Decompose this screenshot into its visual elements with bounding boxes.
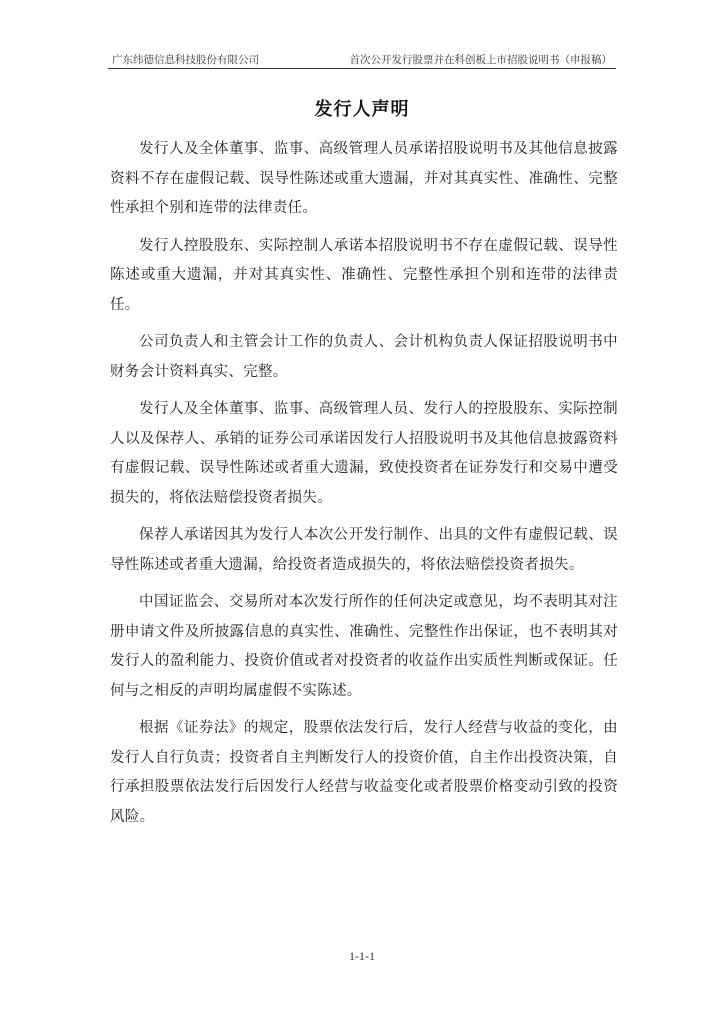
paragraph-3: 公司负责人和主管会计工作的负责人、会计机构负责人保证招股说明书中财务会计资料真实、完整。 (110, 334, 618, 380)
statement-body (110, 135, 618, 840)
header-document-title: 首次公开发行股票并在科创板上市招股说明书（申报稿） (349, 54, 612, 66)
header-company-name: 广东纬德信息科技股份有限公司 (112, 54, 259, 66)
paragraph-1: 发行人及全体董事、监事、高级管理人员承诺招股说明书及其他信息披露资料不存在虚假记载、误导性陈述或重大遗漏，并对其真实性、准确性、完整性承担个别和连带的法律责任。 (110, 141, 618, 216)
paragraph-7: 根据《证券法》的规定，股票依法发行后，发行人经营与收益的变化，由发行人自行负责；投资者自主判断发行人的投资价值，自主作出投资决策，自行承担股票依法发行后因发行人经营与收益变化或者股票价格变动引致的投资风险。 (110, 720, 618, 825)
paragraph-5: 保荐人承诺因其为发行人本次公开发行制作、出具的文件有虚假记载、误导性陈述或者重大遗漏，给投资者造成损失的，将依法赔偿投资者损失。 (110, 527, 618, 573)
paragraph-2: 发行人控股股东、实际控制人承诺本招股说明书不存在虚假记载、误导性陈述或重大遗漏，并对其真实性、准确性、完整性承担个别和连带的法律责任。 (110, 237, 618, 313)
page-title: 发行人声明 (314, 99, 410, 120)
paragraph-6: 中国证监会、交易所对本次发行所作的任何决定或意见，均不表明其对注册申请文件及所披露信息的真实性、准确性、完整性作出保证，也不表明其对发行人的盈利能力、投资价值或者对投资者的收益作出实质性判断或保证。任何与之相反的声明均属虚假不实陈述。 (110, 594, 618, 699)
page-number: 1-1-1 (349, 949, 375, 963)
paragraph-4: 发行人及全体董事、监事、高级管理人员、发行人的控股股东、实际控制人以及保荐人、承销的证券公司承诺因发行人招股说明书及其他信息披露资料有虚假记载、误导性陈述或者重大遗漏，致使投资者在证券发行和交易中遭受损失的，将依法赔偿投资者损失。 (110, 401, 618, 506)
page-header (108, 50, 616, 69)
